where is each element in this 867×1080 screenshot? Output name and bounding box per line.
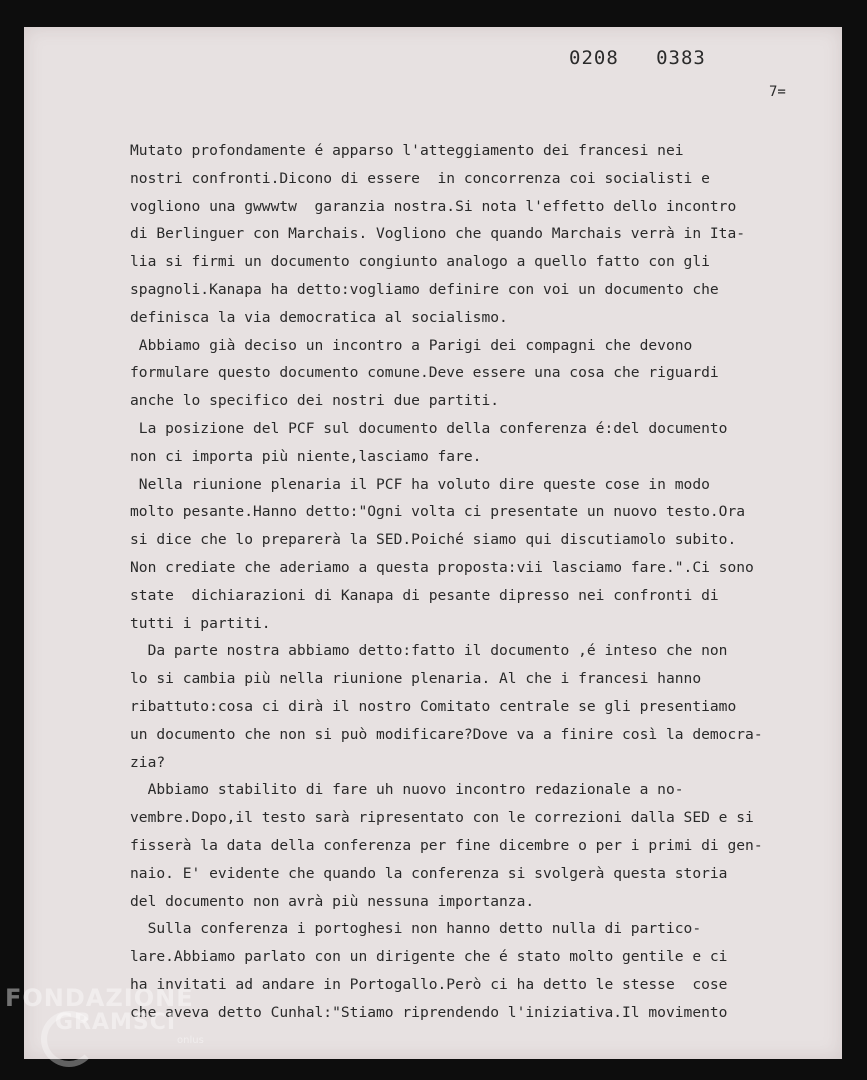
text-line: naio. E' evidente che quando la conferenza si svolgerà questa storia (130, 864, 728, 882)
text-line: Mutato profondamente é apparso l'atteggiamento dei francesi nei (130, 142, 684, 159)
watermark-logo-icon (41, 1011, 97, 1067)
watermark-line1: FONDAZIONE (5, 984, 194, 1012)
text-line: state dichiarazioni di Kanapa di pesante dipresso nei confronti di (130, 586, 719, 604)
text-line: molto pesante.Hanno detto:"Ogni volta ci presentate un nuovo testo.Ora (130, 503, 746, 521)
text-line: anche lo specifico dei nostri due partiti. (130, 392, 500, 410)
watermark-line2: GRAMSCI (55, 1010, 177, 1035)
text-line: spagnoli.Kanapa ha detto:vogliamo definire con voi un documento che (130, 280, 719, 298)
text-line: vembre.Dopo,il testo sarà ripresentato con le correzioni dalla SED e si (130, 809, 754, 827)
text-line: del documento non avrà più nessuna importanza. (130, 892, 535, 910)
text-line: fisserà la data della conferenza per fine dicembre o per i primi di gen- (130, 836, 763, 854)
text-line: non ci importa più niente,lasciamo fare. (130, 447, 482, 465)
text-line: un documento che non si può modificare?Dove va a finire così la democra- (130, 725, 763, 743)
text-line: lia si firmi un documento congiunto analogo a quello fatto con gli (130, 253, 710, 271)
text-line: zia? (130, 753, 166, 771)
text-line: ha invitati ad andare in Portogallo.Però ci ha detto le stesse cose (130, 975, 728, 993)
text-line: si dice che lo preparerà la SED.Poiché siamo qui discutiamolo subito. (130, 531, 737, 549)
body-text (130, 137, 830, 1027)
fondazione-gramsci-watermark (5, 985, 204, 1047)
text-line: Abbiamo già deciso un incontro a Parigi dei compagni che devono (130, 336, 693, 354)
text-line: Sulla conferenza i portoghesi non hanno detto nulla di partico- (130, 920, 702, 938)
text-line: lo si cambia più nella riunione plenaria. Al che i francesi hanno (130, 670, 702, 688)
text-line: ribattuto:cosa ci dirà il nostro Comitato centrale se gli presentiamo (130, 697, 737, 715)
text-line: tutti i partiti. (130, 614, 271, 632)
text-line: di Berlinguer con Marchais. Vogliono che quando Marchais verrà in Ita- (130, 225, 746, 243)
text-line: vogliono una gwwwtw garanzia nostra.Si nota l'effetto dello incontro (130, 197, 737, 215)
watermark-line3: onlus (177, 1035, 204, 1046)
text-line: lare.Abbiamo parlato con un dirigente che é stato molto gentile e ci (130, 948, 728, 966)
text-line: La posizione del PCF sul documento della conferenza é:del documento (130, 419, 728, 437)
text-line: formulare questo documento comune.Deve essere una cosa che riguardi (130, 364, 719, 382)
text-line: nostri confronti.Dicono di essere in concorrenza coi socialisti e (130, 169, 710, 187)
text-line: Da parte nostra abbiamo detto:fatto il documento ,é inteso che non (130, 642, 728, 660)
page-number: 7= (769, 84, 786, 100)
typewritten-page (24, 27, 842, 1059)
text-line: Abbiamo stabilito di fare uh nuovo incontro redazionale a no- (130, 781, 684, 799)
document-number: 0208 0383 (569, 47, 706, 69)
text-line: Non crediate che aderiamo a questa proposta:vii lasciamo fare.".Ci sono (130, 558, 754, 576)
text-line: definisca la via democratica al socialismo. (130, 308, 508, 326)
text-line: che aveva detto Cunhal:"Stiamo riprendendo l'iniziativa.Il movimento (130, 1003, 728, 1021)
text-line: Nella riunione plenaria il PCF ha voluto dire queste cose in modo (130, 475, 710, 493)
